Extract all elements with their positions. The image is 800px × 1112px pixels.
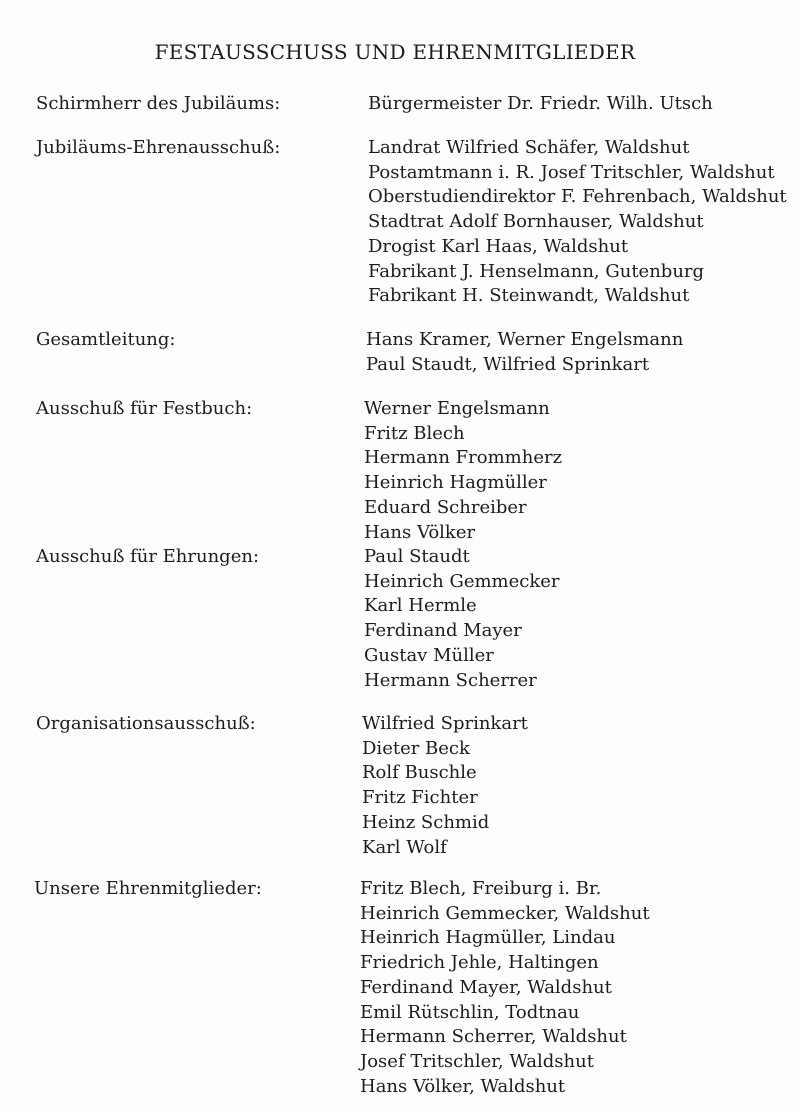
- list-item: Heinrich Hagmüller: [364, 472, 547, 494]
- list-item: Hans Völker: [364, 521, 476, 543]
- list-item: Oberstudiendirektor F. Fehrenbach, Waldshut: [368, 186, 787, 208]
- list-item: Karl Hermle: [364, 595, 477, 617]
- list-item: Fritz Fichter: [362, 787, 478, 809]
- list-item: Josef Tritschler, Waldshut: [360, 1050, 594, 1072]
- section-label: Organisationsausschuß:: [36, 713, 256, 734]
- section-entries: [366, 328, 683, 377]
- list-item: Dieter Beck: [362, 737, 470, 759]
- list-item: Paul Staudt: [364, 546, 470, 567]
- section-entries: [360, 877, 650, 1099]
- list-item: Gustav Müller: [364, 644, 494, 666]
- list-item: Rolf Buschle: [362, 762, 477, 784]
- list-item: Eduard Schreiber: [364, 496, 527, 518]
- list-item: Heinrich Hagmüller, Lindau: [360, 927, 616, 949]
- section-entries: [368, 136, 787, 309]
- list-item: Heinrich Gemmecker, Waldshut: [360, 902, 650, 924]
- list-item: Wilfried Sprinkart: [362, 713, 528, 734]
- list-item: Stadtrat Adolf Bornhauser, Waldshut: [368, 211, 704, 233]
- list-item: Hans Völker, Waldshut: [360, 1075, 566, 1097]
- list-item: Fabrikant H. Steinwandt, Waldshut: [368, 285, 690, 307]
- list-item: Hans Kramer, Werner Engelsmann: [366, 329, 684, 350]
- list-item: Heinrich Gemmecker: [364, 570, 560, 592]
- section-label: Jubiläums-Ehrenausschuß:: [36, 137, 281, 158]
- section-entries: [362, 712, 528, 860]
- section-label: Ausschuß für Festbuch:: [36, 398, 253, 419]
- section-label: Gesamtleitung:: [36, 329, 176, 350]
- list-item: Drogist Karl Haas, Waldshut: [368, 235, 629, 257]
- list-item: Paul Staudt, Wilfried Sprinkart: [366, 353, 650, 375]
- list-item: Fritz Blech, Freiburg i. Br.: [360, 878, 602, 899]
- list-item: Hermann Scherrer: [364, 669, 537, 691]
- list-item: Heinz Schmid: [362, 811, 490, 833]
- section-entries: [364, 397, 562, 545]
- list-item: Postamtmann i. R. Josef Tritschler, Waldshut: [368, 161, 775, 183]
- list-item: Hermann Scherrer, Waldshut: [360, 1026, 627, 1048]
- list-item: Friedrich Jehle, Haltingen: [360, 952, 599, 974]
- section-entries: [368, 92, 713, 117]
- section-label: Unsere Ehrenmitglieder:: [34, 878, 262, 899]
- section-entries: [364, 545, 560, 693]
- list-item: Karl Wolf: [362, 836, 447, 858]
- section-label: Ausschuß für Ehrungen:: [36, 546, 260, 567]
- list-item: Emil Rütschlin, Todtnau: [360, 1001, 580, 1023]
- list-item: Werner Engelsmann: [364, 398, 550, 419]
- page-title: FESTAUSSCHUSS UND EHRENMITGLIEDER: [154, 40, 636, 64]
- list-item: Bürgermeister Dr. Friedr. Wilh. Utsch: [368, 93, 713, 114]
- list-item: Ferdinand Mayer, Waldshut: [360, 976, 612, 998]
- list-item: Fritz Blech: [364, 422, 465, 444]
- list-item: Hermann Frommherz: [364, 447, 563, 469]
- list-item: Ferdinand Mayer: [364, 620, 522, 642]
- list-item: Landrat Wilfried Schäfer, Waldshut: [368, 137, 690, 158]
- list-item: Fabrikant J. Henselmann, Gutenburg: [368, 260, 705, 282]
- section-label: Schirmherr des Jubiläums:: [36, 93, 281, 114]
